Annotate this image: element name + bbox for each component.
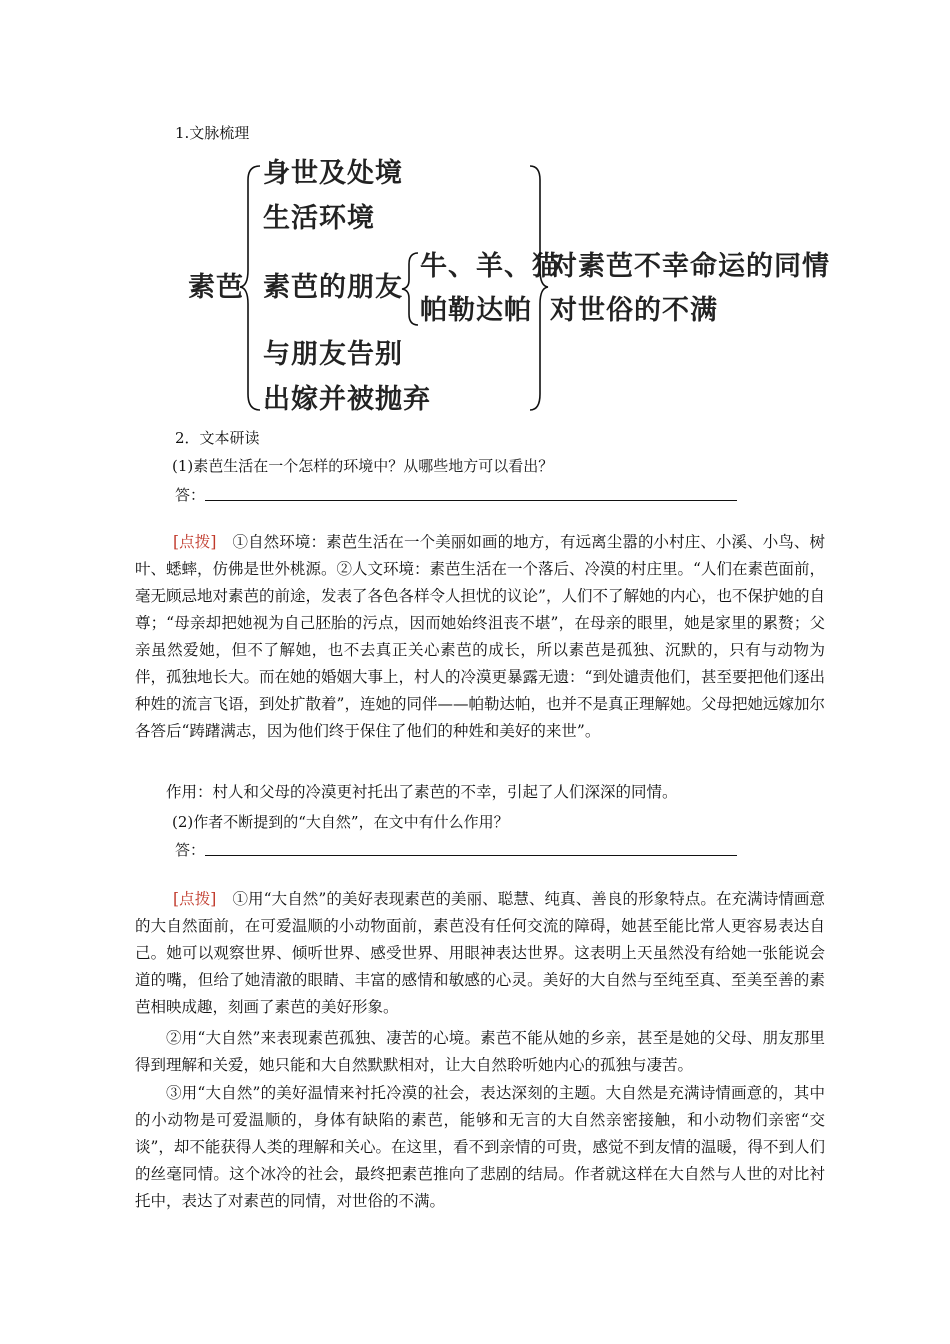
hint-tag: [点拨] [173, 533, 217, 551]
branch-friends: 素芭的朋友 [263, 272, 403, 303]
effect-text-1: 作用：村人和父母的冷漠更衬托出了素芭的不幸，引起了人们深深的同情。 [166, 783, 678, 801]
branch-background: 身世及处境 [263, 158, 403, 189]
section-heading-reading: 2．文本研读 [175, 429, 260, 447]
conclusion-discontent: 对世俗的不满 [550, 295, 718, 326]
right-brace [526, 162, 556, 417]
answer-line-2 [205, 855, 737, 856]
hint-text-2-p2: ②用“大自然”来表现素芭孤独、凄苦的心境。素芭不能从她的乡亲，甚至是她的父母、朋友那里得到理解和关爱，她只能和大自然默默相对，让大自然聆听她内心的孤独与凄苦。 [135, 1029, 825, 1074]
hint-tag-2: [点拨] [173, 890, 217, 908]
friend-animals: 牛、羊、猫 [420, 251, 560, 282]
hint-text-2-p3: ③用“大自然”的美好温情来衬托冷漠的社会，表达深刻的主题。大自然是充满诗情画意的，其中的小动物是可爱温顺的，身体有缺陷的素芭，能够和无言的大自然亲密接触，和小动物们亲密“交谈”，却不能获得人类的理解和关心。在这里，看不到亲情的可贵，感觉不到友情的温暖，得不到人们的丝毫同情。这个冰冷的社会，最终把素芭推向了悲剧的结局。作者就这样在大自然与人世的对比衬托中，表达了对素芭的同情，对世俗的不满。 [135, 1084, 825, 1210]
hint-text-1: ①自然环境：素芭生活在一个美丽如画的地方，有远离尘嚣的小村庄、小溪、小鸟、树叶、蟋蟀，仿佛是世外桃源。②人文环境：素芭生活在一个落后、冷漠的村庄里。“人们在素芭面前，毫无顾忌地对素芭的前途，发表了各色各样令人担忧的议论”，人们不了解她的内心，也不保护她的自尊；“母亲却把她视为自己胚胎的污点，因而她始终沮丧不堪”，在母亲的眼里，她是家里的累赘；父亲虽然爱她，但不了解她，也不去真正关心素芭的成长，所以素芭是孤独、沉默的，只有与动物为伴，孤独地长大。而在她的婚姻大事上，村人的冷漠更暴露无遗：“到处谴责他们，甚至要把他们逐出种姓的流言飞语，到处扩散着”，连她的同伴——帕勒达帕，也并不是真正理解她。父母把她远嫁加尔各答后“踌躇满志，因为他们终于保住了他们的种姓和美好的来世”。 [135, 533, 825, 740]
friend-paledapa: 帕勒达帕 [420, 295, 532, 326]
diagram-root: 素芭 [188, 272, 244, 303]
hint-paragraph-2 [135, 886, 825, 1021]
question-1: (1)素芭生活在一个怎样的环境中？从哪些地方可以看出？ [172, 457, 554, 475]
answer-line-1 [205, 500, 737, 501]
question-2: (2)作者不断提到的“大自然”，在文中有什么作用？ [172, 813, 509, 831]
answer-label-2: 答： [175, 841, 206, 859]
section-heading-structure: 1.文脉梳理 [175, 124, 250, 142]
branch-environment: 生活环境 [263, 203, 375, 234]
conclusion-sympathy: 对素芭不幸命运的同情 [550, 251, 830, 282]
branch-marriage: 出嫁并被抛弃 [263, 384, 431, 415]
branch-farewell: 与朋友告别 [263, 339, 403, 370]
hint-text-2-p1: ①用“大自然”的美好表现素芭的美丽、聪慧、纯真、善良的形象特点。在充满诗情画意的大自然面前，在可爱温顺的小动物面前，素芭没有任何交流的障碍，她甚至能比常人更容易表达自己。她可以观察世界、倾听世界、感受世界、用眼神表达世界。这表明上天虽然没有给她一张能说会道的嘴，但给了她清澈的眼睛、丰富的感情和敏感的心灵。美好的大自然与至纯至真、至美至善的素芭相映成趣，刻画了素芭的美好形象。 [135, 890, 825, 1016]
answer-label-1: 答： [175, 486, 206, 504]
hint-paragraph-1 [135, 529, 825, 745]
